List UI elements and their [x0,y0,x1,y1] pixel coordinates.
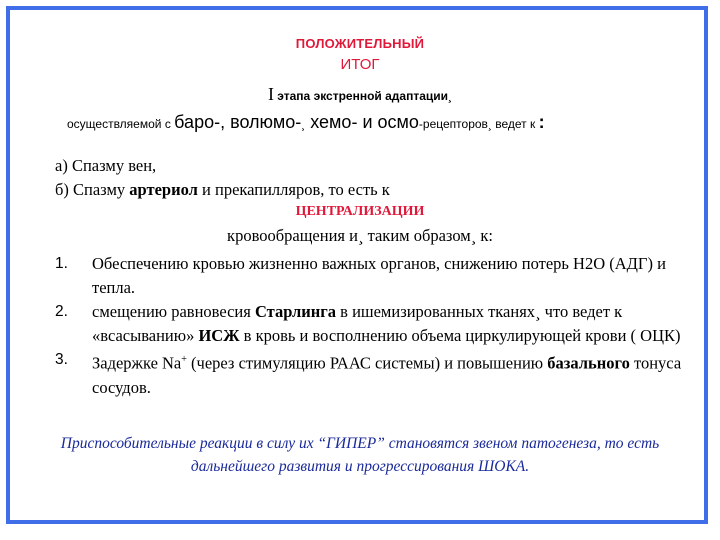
stage-numeral: I [267,84,274,104]
blood-flow-line: кровообращения и¸ таким образом¸ к: [227,226,493,245]
item-b-pre: б) Спазму [55,180,130,199]
title-line-2: ИТОГ [340,56,380,73]
superscript-plus: + [181,354,187,365]
item-b-post: и прекапилляров, то есть к [197,180,390,199]
subtitle-receptors [67,112,545,133]
subtitle-part-3: ¸ [301,117,306,131]
basal-bold: базального [547,353,630,373]
centralization-heading: ЦЕНТРАЛИЗАЦИИ [295,204,425,219]
stage-text: этапа экстренной адаптации [273,89,449,103]
subtitle-part-4: хемо- и осмо [305,112,419,132]
item-b [55,178,390,202]
list-item [55,300,695,348]
list-item-text: в ишемизированных тканях¸ что ведет к «всасыванию» [92,302,623,345]
subtitle-part-6: ¸ ведет к [487,117,539,131]
list-item-text: Обеспечению кровью жизненно важных органов, снижению потерь Н2О (АДГ) и тепла. [92,254,666,297]
subtitle-part-5: -рецепторов [418,117,488,131]
starling-bold: Старлинга [254,302,337,321]
list-item-text: в кровь и восполнению объема циркулирующей крови ( ОЦК) [239,326,681,345]
title-line-3 [0,84,720,105]
list-item [55,348,695,400]
item-b-bold: артериол [129,180,198,199]
title-line-1: ПОЛОЖИТЕЛЬНЫЙ [295,36,425,51]
item-a: а) Спазму вен, [55,156,157,175]
subtitle-colon: : [538,112,545,132]
list-number: 2. [55,303,68,320]
list-number: 3. [55,351,68,368]
consequences-list [55,252,695,400]
stage-mark: ¸ [448,89,453,103]
list-item-text: тонуса сосудов. [92,353,682,397]
list-item-text: смещению равновесия [92,302,255,321]
isf-bold: ИСЖ [198,326,240,345]
list-item-text: (через стимуляцию РААС системы) и повышению [186,353,548,373]
list-number: 1. [55,255,68,272]
list-item-text: Задержке Na [92,353,182,373]
subtitle-part-1: осуществляемой с [67,117,175,131]
subtitle-part-2: баро-, волюмо- [174,112,302,132]
adaptive-reactions-note: Приспособительные реакции в силу их “ГИПЕР” становятся звеном патогенеза, то есть дальнейшего развития и прогрессирования ШОКА. [60,435,660,475]
list-item [55,252,695,300]
